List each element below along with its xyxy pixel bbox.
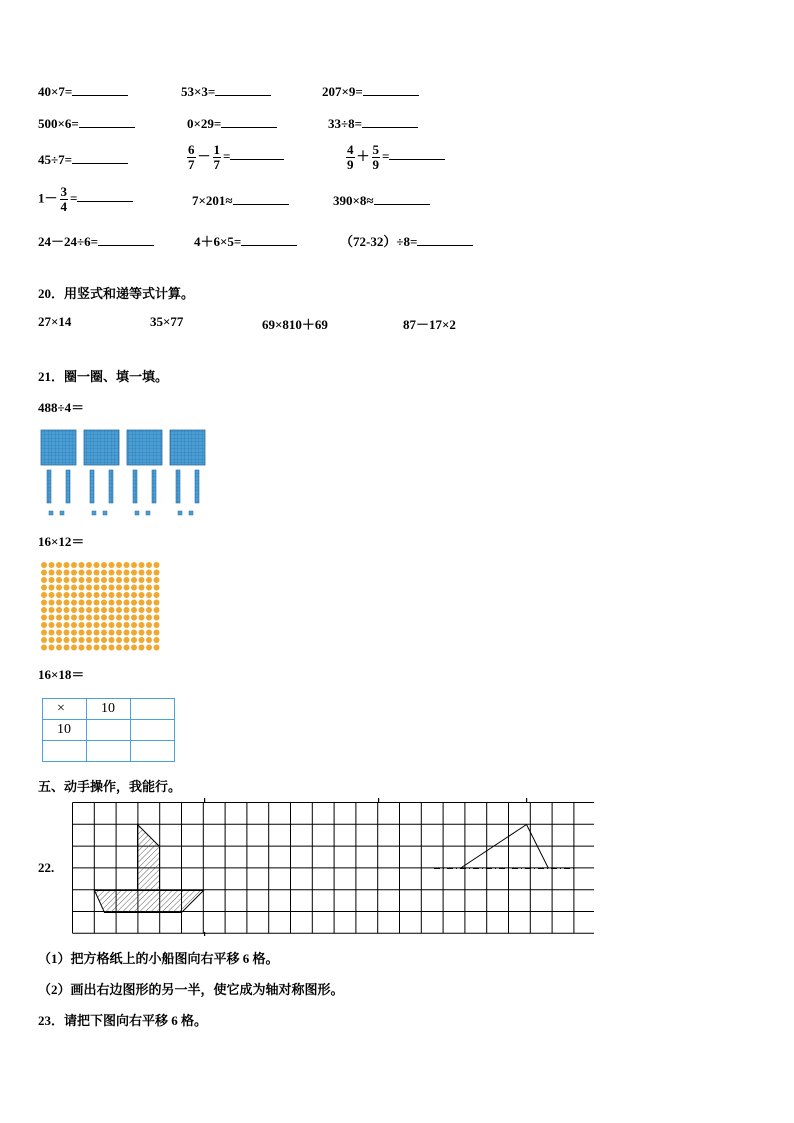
unit-cube (146, 511, 150, 515)
table-cell[interactable] (131, 720, 175, 741)
dot-array (40, 561, 162, 653)
dot (49, 592, 55, 598)
dot (154, 622, 160, 628)
q21-part1-label: 488÷4＝ (38, 400, 85, 415)
hundred-block (170, 430, 205, 465)
dot (64, 570, 70, 576)
dot (64, 645, 70, 651)
dot (146, 562, 152, 568)
dot (109, 600, 115, 606)
base-ten-blocks (38, 428, 210, 520)
dot (86, 585, 92, 591)
dot (146, 600, 152, 606)
oral-q-frac-add: $\frac{4}{9}$ ＋ $\frac{5}{9}$ = (344, 143, 445, 172)
dot (109, 585, 115, 591)
dot (94, 615, 100, 621)
dot (116, 630, 122, 636)
dot (41, 562, 47, 568)
dot (124, 607, 130, 613)
ten-rod (47, 470, 51, 503)
dot (124, 577, 130, 583)
dot (139, 592, 145, 598)
dot (79, 570, 85, 576)
dot (139, 607, 145, 613)
dot (116, 645, 122, 651)
dot (146, 630, 152, 636)
q23-title: 23．请把下图向右平移 6 格。 (38, 1013, 208, 1028)
dot (139, 622, 145, 628)
dot (131, 585, 137, 591)
dot (49, 570, 55, 576)
dot (64, 630, 70, 636)
dot (116, 585, 122, 591)
hundred-block (84, 430, 119, 465)
dot (41, 577, 47, 583)
dot (116, 615, 122, 621)
dot (79, 637, 85, 643)
dot (41, 570, 47, 576)
dot (64, 637, 70, 643)
dot (131, 577, 137, 583)
q20-item-1: 27×14 (38, 314, 72, 329)
dot (124, 585, 130, 591)
ten-rod (66, 470, 70, 503)
dot (109, 570, 115, 576)
multiplication-table (42, 698, 175, 762)
dot (79, 645, 85, 651)
dot (146, 615, 152, 621)
dot (94, 622, 100, 628)
dot (41, 592, 47, 598)
dot (86, 570, 92, 576)
dot (86, 645, 92, 651)
dot (64, 592, 70, 598)
dot (94, 600, 100, 606)
dot (71, 562, 77, 568)
ten-rod (109, 470, 113, 503)
dot (94, 570, 100, 576)
dot (86, 607, 92, 613)
dot (124, 622, 130, 628)
dot (124, 615, 130, 621)
dot (101, 637, 107, 643)
dot (109, 615, 115, 621)
dot (71, 615, 77, 621)
dot (79, 600, 85, 606)
dot (56, 600, 62, 606)
dot (154, 600, 160, 606)
unit-cube (49, 511, 53, 515)
dot (49, 615, 55, 621)
dot (56, 607, 62, 613)
q20-item-2: 35×77 (150, 314, 184, 329)
boat-hull (95, 891, 204, 913)
dot (71, 630, 77, 636)
dot (146, 622, 152, 628)
dot (124, 637, 130, 643)
dot (49, 630, 55, 636)
dot (124, 592, 130, 598)
dot (124, 600, 130, 606)
dot (139, 630, 145, 636)
dot (146, 607, 152, 613)
dot (86, 577, 92, 583)
oral-q-7x201: 7×201≈ (192, 193, 233, 208)
dot (86, 562, 92, 568)
dot (131, 600, 137, 606)
dot (146, 637, 152, 643)
oral-q-4plus6x5: 4＋6×5= (194, 234, 242, 249)
dot (64, 585, 70, 591)
dot (94, 630, 100, 636)
dot (139, 645, 145, 651)
dot (86, 600, 92, 606)
oral-q-72-32div8: （72-32）÷8= (340, 234, 418, 249)
dot (109, 562, 115, 568)
dot (64, 600, 70, 606)
table-corner-cell: × (43, 699, 87, 720)
dot (71, 577, 77, 583)
dot (56, 570, 62, 576)
dot (56, 577, 62, 583)
q20-title: 20．用竖式和递等式计算。 (38, 286, 195, 301)
dot (41, 607, 47, 613)
dot (49, 577, 55, 583)
dot (86, 637, 92, 643)
ten-rod (152, 470, 156, 503)
dot (154, 570, 160, 576)
q20-item-3: 69×810＋69 (262, 317, 328, 332)
dot (139, 577, 145, 583)
dot (94, 577, 100, 583)
dot (64, 607, 70, 613)
dot (116, 570, 122, 576)
boat-figure (95, 825, 204, 913)
dot (49, 600, 55, 606)
oral-q-500x6: 500×6= (38, 116, 79, 131)
dot (101, 570, 107, 576)
dot (71, 645, 77, 651)
dot (131, 562, 137, 568)
dot (124, 562, 130, 568)
dot (124, 645, 130, 651)
dot (146, 592, 152, 598)
dot (56, 637, 62, 643)
dot (154, 615, 160, 621)
oral-q-frac-subtract: $\frac{6}{7}$ － $\frac{1}{7}$ = (185, 143, 284, 172)
dot (41, 600, 47, 606)
dot (49, 585, 55, 591)
dot (139, 600, 145, 606)
dot (41, 630, 47, 636)
dot (56, 630, 62, 636)
dot (101, 577, 107, 583)
dot (109, 645, 115, 651)
dot (101, 630, 107, 636)
dot (146, 570, 152, 576)
dot (94, 592, 100, 598)
dot (79, 615, 85, 621)
dot (79, 562, 85, 568)
oral-q-24-24div6: 24－24÷6= (38, 234, 99, 249)
dot (146, 645, 152, 651)
dot (64, 622, 70, 628)
dot (101, 592, 107, 598)
dot (41, 637, 47, 643)
dot (64, 615, 70, 621)
dot (94, 585, 100, 591)
dot (139, 637, 145, 643)
dot (116, 592, 122, 598)
dot (139, 615, 145, 621)
dot (56, 585, 62, 591)
tick-marks (204, 798, 527, 936)
q20-item-4: 87－17×2 (403, 317, 456, 332)
dot (116, 622, 122, 628)
q22-instruction-2: （2）画出右边图形的另一半，使它成为轴对称图形。 (38, 982, 344, 997)
dot (79, 622, 85, 628)
dot (154, 592, 160, 598)
dot (41, 645, 47, 651)
boat-sail (138, 825, 160, 891)
ten-rod (176, 470, 180, 503)
dot (131, 630, 137, 636)
dot (116, 562, 122, 568)
dot (49, 622, 55, 628)
dot (94, 562, 100, 568)
dot (56, 645, 62, 651)
dot (146, 577, 152, 583)
dot (131, 622, 137, 628)
hundred-block (127, 430, 162, 465)
dot (79, 630, 85, 636)
dot (94, 645, 100, 651)
dot (116, 577, 122, 583)
table-cell[interactable] (131, 699, 175, 720)
dot (71, 600, 77, 606)
dot (154, 585, 160, 591)
q22-number: 22. (38, 860, 55, 875)
oral-q-33div8: 33÷8= (328, 116, 363, 131)
dot (56, 622, 62, 628)
dot (56, 592, 62, 598)
table-col-header: 10 (87, 699, 131, 720)
oral-q-45div7: 45÷7= (38, 152, 73, 167)
oral-q-53x3: 53×3= (181, 84, 216, 99)
dot (139, 562, 145, 568)
q21-title: 21．圈一圈、填一填。 (38, 369, 169, 384)
dot (109, 622, 115, 628)
unit-cube (92, 511, 96, 515)
ten-rod (195, 470, 199, 503)
grid-paper (72, 798, 594, 936)
dot (79, 577, 85, 583)
dot (94, 607, 100, 613)
oral-q-1-minus-frac: 1－ $\frac{3}{4}$ = (38, 185, 133, 214)
dot (86, 630, 92, 636)
table-cell[interactable] (43, 741, 87, 762)
dot (71, 585, 77, 591)
dot (49, 645, 55, 651)
unit-cube (178, 511, 182, 515)
dot (154, 562, 160, 568)
dot (101, 622, 107, 628)
dot (86, 615, 92, 621)
dot (101, 645, 107, 651)
oral-q-0x29: 0×29= (187, 116, 222, 131)
dot (79, 592, 85, 598)
dot (154, 637, 160, 643)
dot (131, 615, 137, 621)
dot (79, 585, 85, 591)
unit-cube (135, 511, 139, 515)
table-cell[interactable] (87, 741, 131, 762)
q21-part2-label: 16×12＝ (38, 534, 85, 549)
dot (71, 607, 77, 613)
dot (109, 637, 115, 643)
dot (101, 585, 107, 591)
dot (131, 637, 137, 643)
dot (101, 562, 107, 568)
dot (71, 637, 77, 643)
dot (131, 592, 137, 598)
table-cell[interactable] (131, 741, 175, 762)
dot (49, 607, 55, 613)
unit-cube (103, 511, 107, 515)
dot (64, 577, 70, 583)
dot (116, 600, 122, 606)
dot (146, 585, 152, 591)
dot (154, 630, 160, 636)
oral-q-40x7: 40×7= (38, 84, 73, 99)
dot (49, 637, 55, 643)
dot (124, 570, 130, 576)
dot (109, 577, 115, 583)
dot (86, 592, 92, 598)
dot (86, 622, 92, 628)
dot (71, 570, 77, 576)
q21-part3-label: 16×18＝ (38, 667, 85, 682)
dot (154, 645, 160, 651)
dot (101, 607, 107, 613)
dot (56, 615, 62, 621)
dot (79, 607, 85, 613)
dot (41, 585, 47, 591)
dot (49, 562, 55, 568)
oral-q-390x8: 390×8≈ (333, 193, 374, 208)
q22-instruction-1: （1）把方格纸上的小船图向右平移 6 格。 (38, 951, 279, 966)
dot (124, 630, 130, 636)
dot (56, 562, 62, 568)
dot (116, 637, 122, 643)
dot (109, 630, 115, 636)
dot (109, 607, 115, 613)
dot (139, 585, 145, 591)
hundred-block (41, 430, 76, 465)
table-row-header: 10 (43, 720, 87, 741)
unit-cube (60, 511, 64, 515)
ten-rod (133, 470, 137, 503)
dot (41, 615, 47, 621)
dot (116, 607, 122, 613)
oral-q-207x9: 207×9= (322, 84, 363, 99)
table-cell[interactable] (87, 720, 131, 741)
dot (71, 592, 77, 598)
dot (131, 570, 137, 576)
section5-title: 五、动手操作，我能行。 (38, 779, 182, 794)
dot (131, 607, 137, 613)
unit-cube (189, 511, 193, 515)
dot (131, 645, 137, 651)
ten-rods (47, 470, 199, 503)
dot (41, 622, 47, 628)
dot (64, 562, 70, 568)
ten-rod (90, 470, 94, 503)
hundred-blocks (41, 430, 205, 465)
dot (101, 600, 107, 606)
dot (71, 622, 77, 628)
unit-cubes (49, 511, 193, 515)
dot (109, 592, 115, 598)
dot (101, 615, 107, 621)
dot (154, 577, 160, 583)
dot (139, 570, 145, 576)
dot (154, 607, 160, 613)
dot (94, 637, 100, 643)
